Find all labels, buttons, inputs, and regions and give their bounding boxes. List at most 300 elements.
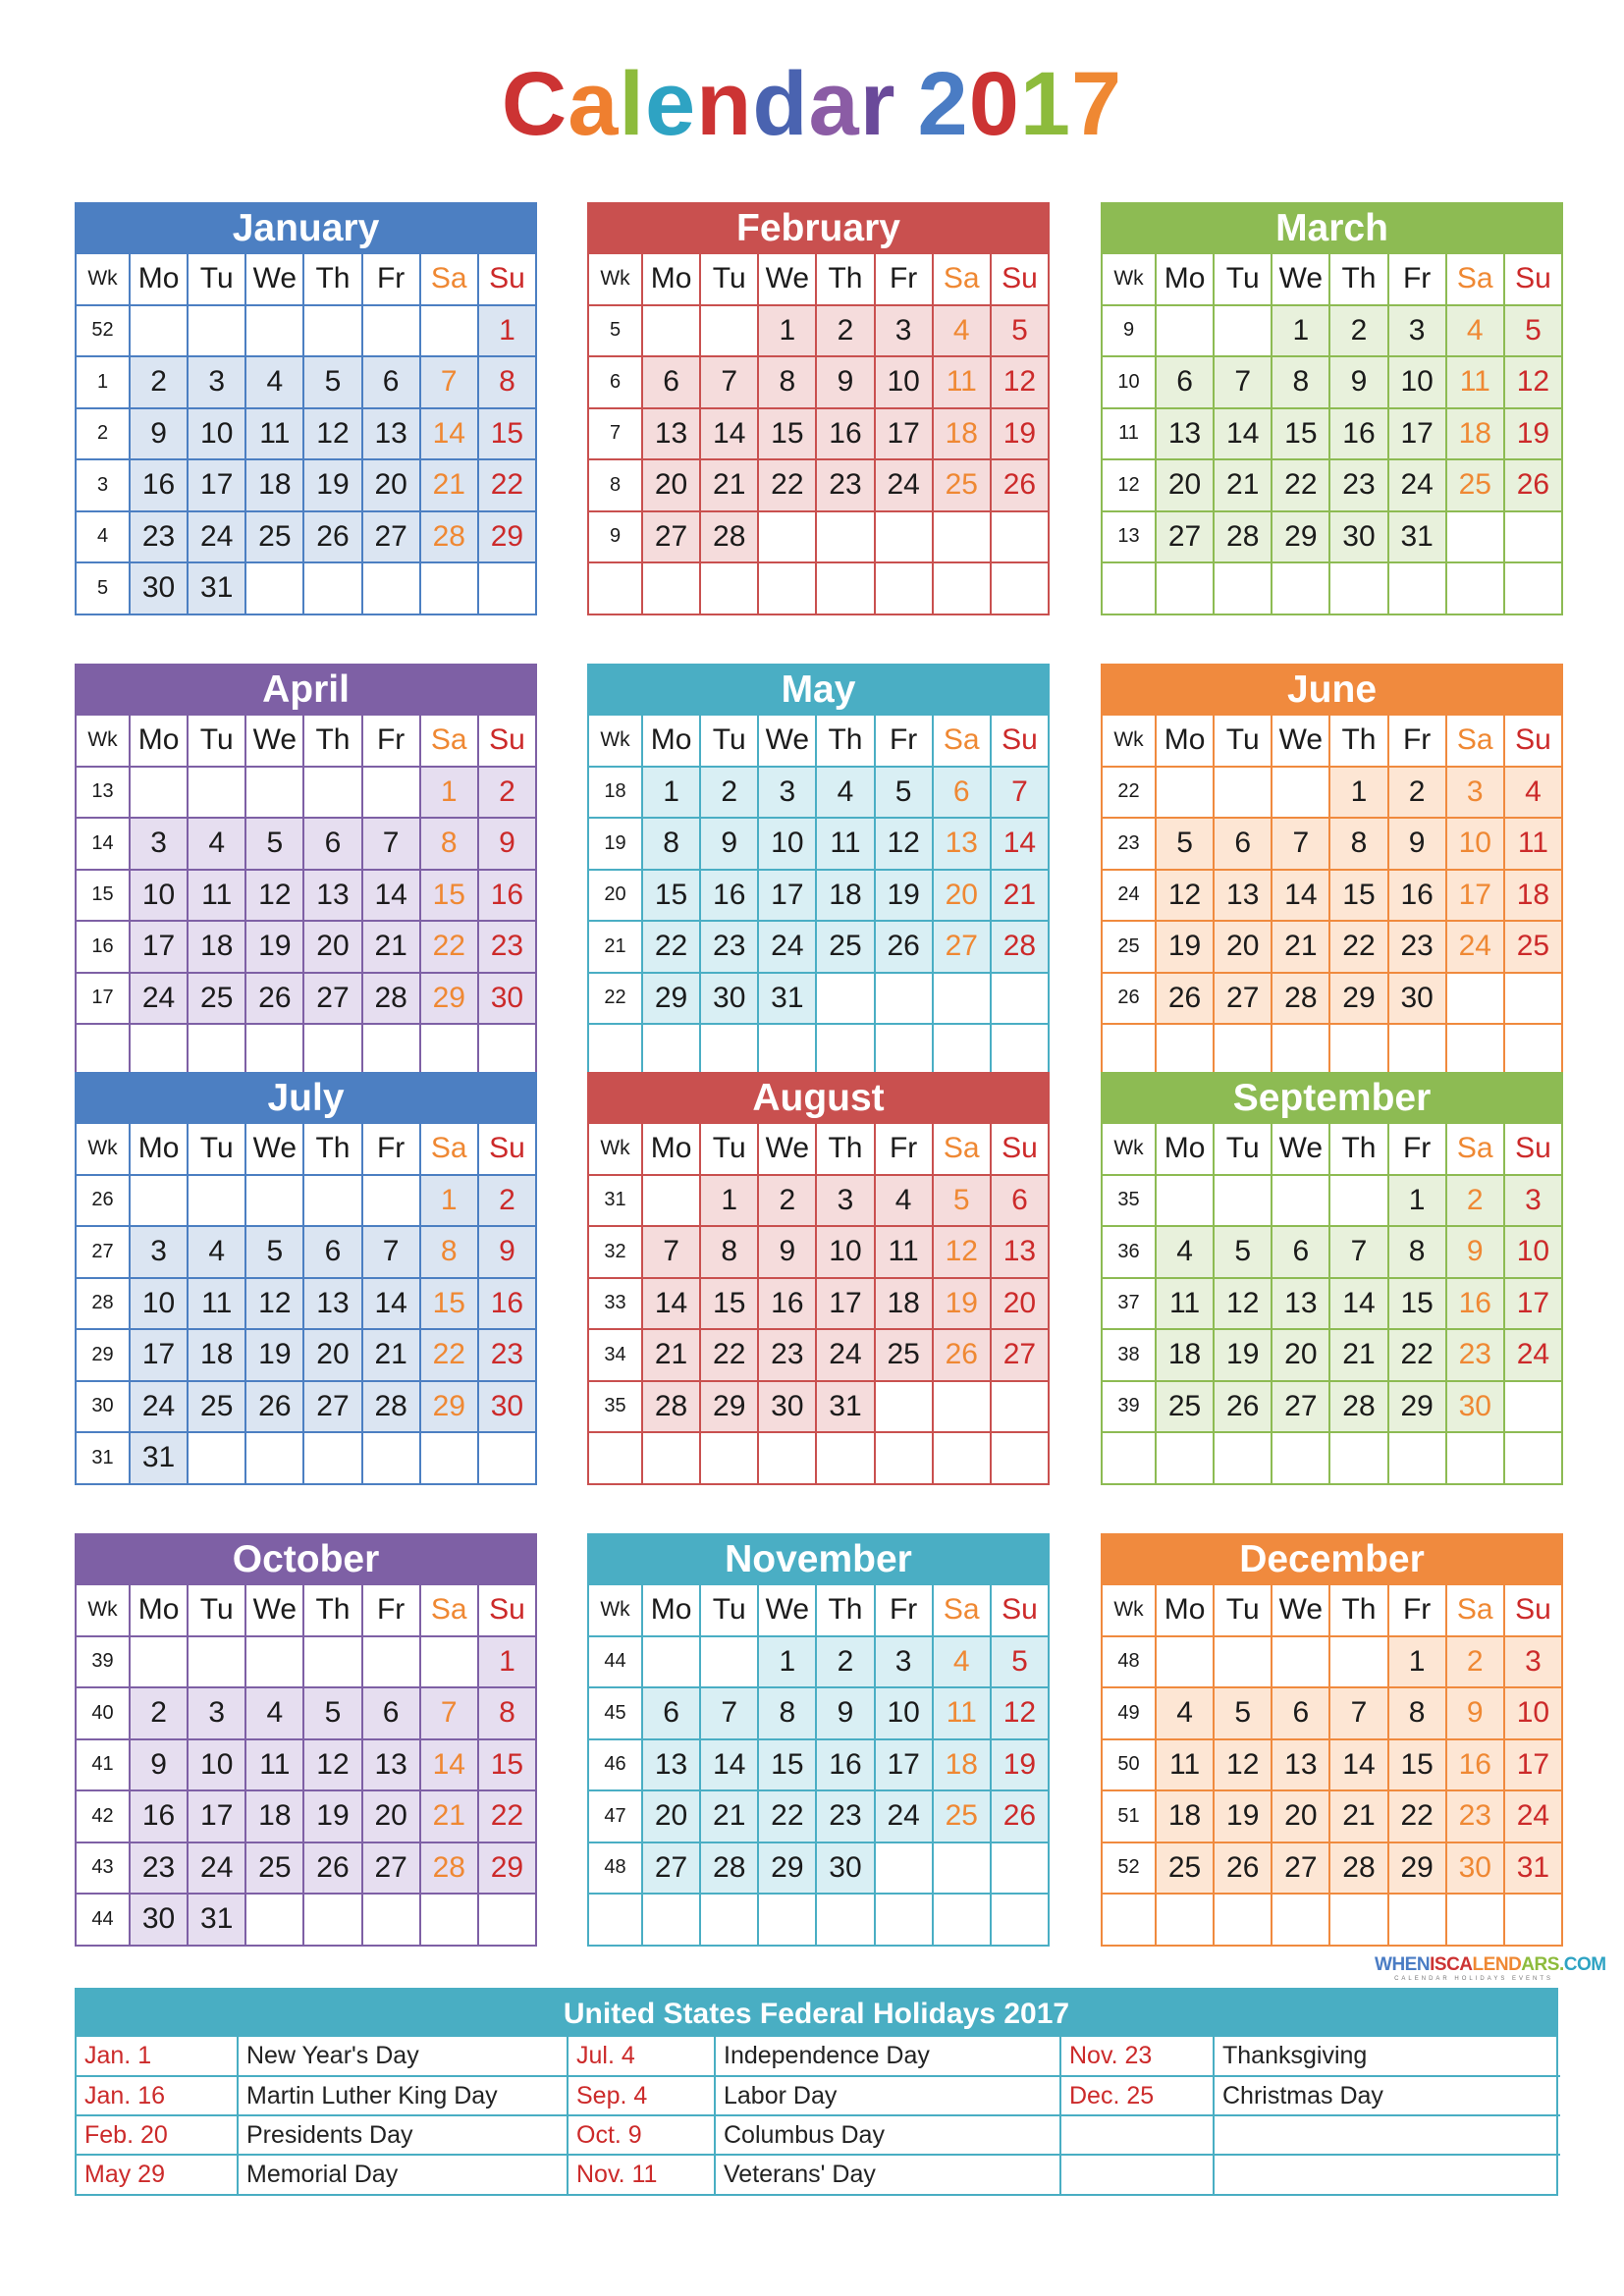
day-cell: 21 (701, 1791, 759, 1843)
day-cell: 21 (1272, 922, 1330, 974)
day-cell: 24 (1505, 1330, 1563, 1382)
day-cell: 20 (304, 1330, 362, 1382)
empty-cell (131, 1637, 189, 1689)
brand-letter: E (1404, 1954, 1417, 1975)
weekday-header: Sa (1447, 254, 1505, 306)
day-cell: 18 (1505, 871, 1563, 923)
week-number: 13 (77, 768, 131, 820)
weekday-header: Mo (131, 716, 189, 768)
day-cell: 4 (246, 357, 304, 409)
holiday-name: Columbus Day (715, 2115, 1060, 2155)
day-cell: 28 (992, 922, 1050, 974)
weekday-header: Su (479, 1124, 537, 1176)
empty-cell (131, 768, 189, 820)
day-cell: 26 (304, 512, 362, 564)
day-cell: 24 (876, 460, 934, 512)
day-cell: 31 (189, 1895, 246, 1947)
day-cell: 18 (1157, 1330, 1215, 1382)
day-cell: 1 (759, 306, 817, 358)
month-april (75, 664, 537, 1077)
empty-cell (876, 1433, 934, 1485)
holiday-name: New Year's Day (238, 2037, 568, 2076)
day-cell: 5 (992, 306, 1050, 358)
month-grid (587, 714, 1050, 1077)
empty-cell (992, 563, 1050, 615)
day-cell: 12 (304, 409, 362, 461)
weekday-header: We (246, 716, 304, 768)
empty-cell (1272, 563, 1330, 615)
empty-cell (246, 1895, 304, 1947)
day-cell: 16 (1389, 871, 1447, 923)
day-cell: 5 (1215, 1688, 1272, 1740)
weekday-header: Tu (701, 1124, 759, 1176)
day-cell: 30 (479, 974, 537, 1026)
day-cell: 28 (421, 512, 479, 564)
day-cell: 26 (246, 1382, 304, 1434)
day-cell: 1 (1389, 1637, 1447, 1689)
day-cell: 12 (992, 357, 1050, 409)
empty-cell (304, 563, 362, 615)
day-cell: 13 (1157, 409, 1215, 461)
day-cell: 16 (479, 1279, 537, 1331)
empty-cell (1215, 1433, 1272, 1485)
month-grid (75, 252, 537, 615)
week-number: 29 (77, 1330, 131, 1382)
week-number: 43 (77, 1843, 131, 1896)
day-cell: 19 (1215, 1791, 1272, 1843)
day-cell: 29 (479, 1843, 537, 1896)
day-cell: 8 (479, 357, 537, 409)
weekday-header: Wk (1103, 1124, 1157, 1176)
week-number: 3 (77, 460, 131, 512)
day-cell: 15 (479, 1740, 537, 1792)
day-cell: 20 (1272, 1330, 1330, 1382)
day-cell: 23 (701, 922, 759, 974)
holidays-table (75, 1988, 1558, 2196)
day-cell: 3 (131, 1227, 189, 1279)
month-name: May (587, 664, 1050, 714)
weekday-header: Mo (131, 1124, 189, 1176)
week-number: 46 (589, 1740, 643, 1792)
month-february (587, 202, 1050, 615)
empty-cell (363, 1025, 421, 1077)
month-august (587, 1072, 1050, 1485)
day-cell: 17 (759, 871, 817, 923)
day-cell: 22 (479, 460, 537, 512)
week-number: 7 (589, 409, 643, 461)
weekday-header: Fr (1389, 1585, 1447, 1637)
empty-cell (1389, 1895, 1447, 1947)
day-cell: 11 (934, 1688, 992, 1740)
brand-letter: N (1494, 1954, 1509, 1975)
weekday-header: Tu (1215, 254, 1272, 306)
day-cell: 16 (1447, 1740, 1505, 1792)
empty-cell (1447, 1895, 1505, 1947)
day-cell: 4 (1447, 306, 1505, 358)
weekday-header: Th (1330, 1585, 1388, 1637)
day-cell: 2 (701, 768, 759, 820)
day-cell: 15 (1389, 1279, 1447, 1331)
empty-cell (421, 1895, 479, 1947)
brand-letter: H (1391, 1954, 1405, 1975)
day-cell: 23 (1447, 1330, 1505, 1382)
day-cell: 10 (131, 1279, 189, 1331)
empty-cell (363, 563, 421, 615)
day-cell: 3 (189, 357, 246, 409)
weekday-header: We (1272, 1124, 1330, 1176)
brand-letter: A (1459, 1954, 1473, 1975)
weekday-header: Mo (1157, 716, 1215, 768)
day-cell: 14 (992, 819, 1050, 871)
day-cell: 25 (934, 1791, 992, 1843)
week-number: 21 (589, 922, 643, 974)
day-cell: 17 (876, 409, 934, 461)
empty-cell (421, 1637, 479, 1689)
day-cell: 1 (1389, 1176, 1447, 1228)
day-cell: 26 (1215, 1382, 1272, 1434)
day-cell: 7 (992, 768, 1050, 820)
day-cell: 12 (304, 1740, 362, 1792)
day-cell: 3 (1505, 1176, 1563, 1228)
day-cell: 9 (479, 1227, 537, 1279)
empty-cell (1215, 1895, 1272, 1947)
day-cell: 5 (246, 819, 304, 871)
week-number: 34 (589, 1330, 643, 1382)
day-cell: 20 (643, 460, 701, 512)
day-cell: 19 (1505, 409, 1563, 461)
weekday-header: Su (1505, 716, 1563, 768)
empty-cell (189, 1637, 246, 1689)
day-cell: 7 (421, 357, 479, 409)
day-cell: 10 (189, 409, 246, 461)
day-cell: 18 (934, 1740, 992, 1792)
week-number: 19 (589, 819, 643, 871)
weekday-header: We (246, 1585, 304, 1637)
day-cell: 9 (131, 409, 189, 461)
weekday-header: Mo (643, 1585, 701, 1637)
day-cell: 30 (1447, 1382, 1505, 1434)
empty-cell (363, 1433, 421, 1485)
day-cell: 27 (1272, 1843, 1330, 1896)
weekday-header: Fr (876, 716, 934, 768)
title-letter: 7 (1071, 54, 1123, 154)
empty-cell (1389, 1433, 1447, 1485)
week-number: 35 (1103, 1176, 1157, 1228)
day-cell: 21 (992, 871, 1050, 923)
week-number: 36 (1103, 1227, 1157, 1279)
day-cell: 1 (643, 768, 701, 820)
week-number: 2 (77, 409, 131, 461)
week-number: 27 (77, 1227, 131, 1279)
day-cell: 8 (701, 1227, 759, 1279)
day-cell: 6 (1157, 357, 1215, 409)
week-number: 48 (589, 1843, 643, 1896)
month-grid (1101, 1122, 1563, 1485)
week-number (589, 1433, 643, 1485)
day-cell: 19 (876, 871, 934, 923)
day-cell: 6 (304, 819, 362, 871)
day-cell: 23 (131, 1843, 189, 1896)
title-letter: a (808, 54, 860, 154)
holiday-date: Jan. 16 (77, 2076, 238, 2115)
empty-cell (701, 1895, 759, 1947)
day-cell: 15 (1330, 871, 1388, 923)
day-cell: 4 (817, 768, 875, 820)
weekday-header: Su (992, 1585, 1050, 1637)
week-number: 35 (589, 1382, 643, 1434)
day-cell: 17 (131, 1330, 189, 1382)
month-september (1101, 1072, 1563, 1485)
day-cell: 7 (421, 1688, 479, 1740)
weekday-header: We (246, 1124, 304, 1176)
empty-cell (643, 1176, 701, 1228)
empty-cell (876, 512, 934, 564)
day-cell: 7 (1330, 1227, 1388, 1279)
title-letter: d (752, 54, 809, 154)
weekday-header: Sa (934, 716, 992, 768)
day-cell: 26 (246, 974, 304, 1026)
day-cell: 30 (817, 1843, 875, 1896)
empty-cell (1505, 1025, 1563, 1077)
brand-letter: D (1508, 1954, 1522, 1975)
day-cell: 29 (701, 1382, 759, 1434)
empty-cell (363, 1895, 421, 1947)
day-cell: 26 (304, 1843, 362, 1896)
week-number: 39 (1103, 1382, 1157, 1434)
weekday-header: Mo (643, 716, 701, 768)
day-cell: 9 (759, 1227, 817, 1279)
day-cell: 12 (1215, 1740, 1272, 1792)
day-cell: 4 (934, 1637, 992, 1689)
day-cell: 4 (1505, 768, 1563, 820)
weekday-header: We (759, 716, 817, 768)
week-number (1103, 1433, 1157, 1485)
weekday-header: Mo (1157, 254, 1215, 306)
day-cell: 4 (246, 1688, 304, 1740)
holiday-name: Christmas Day (1214, 2076, 1560, 2115)
empty-cell (701, 1433, 759, 1485)
day-cell: 4 (934, 306, 992, 358)
day-cell: 28 (701, 1843, 759, 1896)
holiday-date: Oct. 9 (568, 2115, 715, 2155)
week-number: 9 (589, 512, 643, 564)
title-letter: 2 (917, 54, 969, 154)
holiday-name: Memorial Day (238, 2155, 568, 2194)
week-number: 51 (1103, 1791, 1157, 1843)
day-cell: 17 (876, 1740, 934, 1792)
day-cell: 3 (189, 1688, 246, 1740)
day-cell: 15 (421, 871, 479, 923)
weekday-header: Mo (1157, 1124, 1215, 1176)
weekday-header: Wk (77, 716, 131, 768)
week-number (1103, 1895, 1157, 1947)
day-cell: 13 (1215, 871, 1272, 923)
day-cell: 5 (934, 1176, 992, 1228)
day-cell: 24 (1505, 1791, 1563, 1843)
empty-cell (304, 1176, 362, 1228)
empty-cell (934, 1895, 992, 1947)
brand-letter: I (1430, 1954, 1435, 1975)
empty-cell (759, 563, 817, 615)
day-cell: 15 (421, 1279, 479, 1331)
day-cell: 10 (1505, 1688, 1563, 1740)
day-cell: 3 (1389, 306, 1447, 358)
weekday-header: Wk (1103, 1585, 1157, 1637)
day-cell: 6 (1272, 1688, 1330, 1740)
empty-cell (304, 1025, 362, 1077)
brand-letter: W (1375, 1954, 1392, 1975)
empty-cell (479, 1895, 537, 1947)
day-cell: 28 (701, 512, 759, 564)
weekday-header: Mo (643, 1124, 701, 1176)
weekday-header: Fr (363, 1585, 421, 1637)
day-cell: 30 (759, 1382, 817, 1434)
day-cell: 24 (189, 512, 246, 564)
day-cell: 23 (817, 1791, 875, 1843)
day-cell: 30 (1447, 1843, 1505, 1896)
empty-cell (876, 563, 934, 615)
empty-cell (1157, 306, 1215, 358)
day-cell: 31 (1389, 512, 1447, 564)
weekday-header: Wk (589, 1585, 643, 1637)
week-number: 23 (1103, 819, 1157, 871)
day-cell: 11 (817, 819, 875, 871)
weekday-header: Tu (189, 1585, 246, 1637)
day-cell: 29 (421, 974, 479, 1026)
day-cell: 14 (1272, 871, 1330, 923)
empty-cell (1215, 1176, 1272, 1228)
empty-cell (876, 1895, 934, 1947)
week-number: 25 (1103, 922, 1157, 974)
empty-cell (934, 1025, 992, 1077)
day-cell: 13 (643, 1740, 701, 1792)
day-cell: 22 (1272, 460, 1330, 512)
day-cell: 29 (643, 974, 701, 1026)
day-cell: 22 (759, 1791, 817, 1843)
day-cell: 15 (759, 1740, 817, 1792)
day-cell: 26 (1505, 460, 1563, 512)
day-cell: 4 (876, 1176, 934, 1228)
day-cell: 23 (479, 922, 537, 974)
weekday-header: Mo (131, 1585, 189, 1637)
weekday-header: Fr (363, 254, 421, 306)
day-cell: 15 (759, 409, 817, 461)
brand-letter: S (1546, 1954, 1559, 1975)
day-cell: 22 (421, 1330, 479, 1382)
day-cell: 4 (1157, 1688, 1215, 1740)
empty-cell (1215, 306, 1272, 358)
empty-cell (643, 563, 701, 615)
empty-cell (131, 1025, 189, 1077)
holiday-date (1060, 2115, 1214, 2155)
week-number: 15 (77, 871, 131, 923)
day-cell: 28 (1215, 512, 1272, 564)
weekday-header: We (1272, 254, 1330, 306)
weekday-header: We (759, 1124, 817, 1176)
day-cell: 19 (1157, 922, 1215, 974)
empty-cell (421, 1433, 479, 1485)
weekday-header: Fr (363, 716, 421, 768)
empty-cell (1215, 1637, 1272, 1689)
empty-cell (643, 306, 701, 358)
day-cell: 3 (131, 819, 189, 871)
weekday-header: Sa (934, 1585, 992, 1637)
brand-letter: S (1434, 1954, 1447, 1975)
empty-cell (1330, 563, 1388, 615)
day-cell: 13 (1272, 1279, 1330, 1331)
day-cell: 2 (1389, 768, 1447, 820)
empty-cell (1157, 1433, 1215, 1485)
empty-cell (1157, 1895, 1215, 1947)
day-cell: 29 (479, 512, 537, 564)
day-cell: 16 (131, 460, 189, 512)
holiday-date: Nov. 11 (568, 2155, 715, 2194)
day-cell: 24 (759, 922, 817, 974)
week-number: 4 (77, 512, 131, 564)
day-cell: 14 (1330, 1740, 1388, 1792)
day-cell: 27 (1272, 1382, 1330, 1434)
month-grid (1101, 1583, 1563, 1947)
empty-cell (934, 563, 992, 615)
weekday-header: Wk (77, 254, 131, 306)
day-cell: 15 (701, 1279, 759, 1331)
day-cell: 10 (876, 1688, 934, 1740)
weekday-header: Mo (643, 254, 701, 306)
day-cell: 6 (304, 1227, 362, 1279)
month-grid (75, 1583, 537, 1947)
month-grid (587, 1583, 1050, 1947)
empty-cell (304, 768, 362, 820)
empty-cell (246, 1433, 304, 1485)
day-cell: 9 (1447, 1227, 1505, 1279)
weekday-header: Th (304, 1124, 362, 1176)
empty-cell (246, 306, 304, 358)
day-cell: 19 (304, 1791, 362, 1843)
empty-cell (1447, 512, 1505, 564)
day-cell: 11 (1157, 1740, 1215, 1792)
empty-cell (992, 1025, 1050, 1077)
month-name: February (587, 202, 1050, 252)
empty-cell (1330, 1176, 1388, 1228)
day-cell: 2 (1447, 1176, 1505, 1228)
empty-cell (1157, 1176, 1215, 1228)
day-cell: 8 (1330, 819, 1388, 871)
month-grid (75, 714, 537, 1077)
day-cell: 11 (876, 1227, 934, 1279)
day-cell: 10 (759, 819, 817, 871)
day-cell: 1 (479, 306, 537, 358)
day-cell: 17 (1505, 1740, 1563, 1792)
weekday-header: Wk (1103, 716, 1157, 768)
day-cell: 27 (304, 974, 362, 1026)
day-cell: 20 (934, 871, 992, 923)
day-cell: 16 (1447, 1279, 1505, 1331)
day-cell: 8 (421, 1227, 479, 1279)
day-cell: 19 (246, 1330, 304, 1382)
day-cell: 16 (701, 871, 759, 923)
holiday-row (77, 2115, 1560, 2155)
brand-tagline: CALENDAR HOLIDAYS EVENTS (1394, 1976, 1553, 1982)
day-cell: 26 (992, 1791, 1050, 1843)
holiday-date: Jul. 4 (568, 2037, 715, 2076)
empty-cell (759, 1433, 817, 1485)
holiday-name (1214, 2115, 1560, 2155)
day-cell: 7 (363, 819, 421, 871)
day-cell: 5 (1215, 1227, 1272, 1279)
empty-cell (246, 1176, 304, 1228)
empty-cell (817, 1895, 875, 1947)
weekday-header: Th (817, 254, 875, 306)
